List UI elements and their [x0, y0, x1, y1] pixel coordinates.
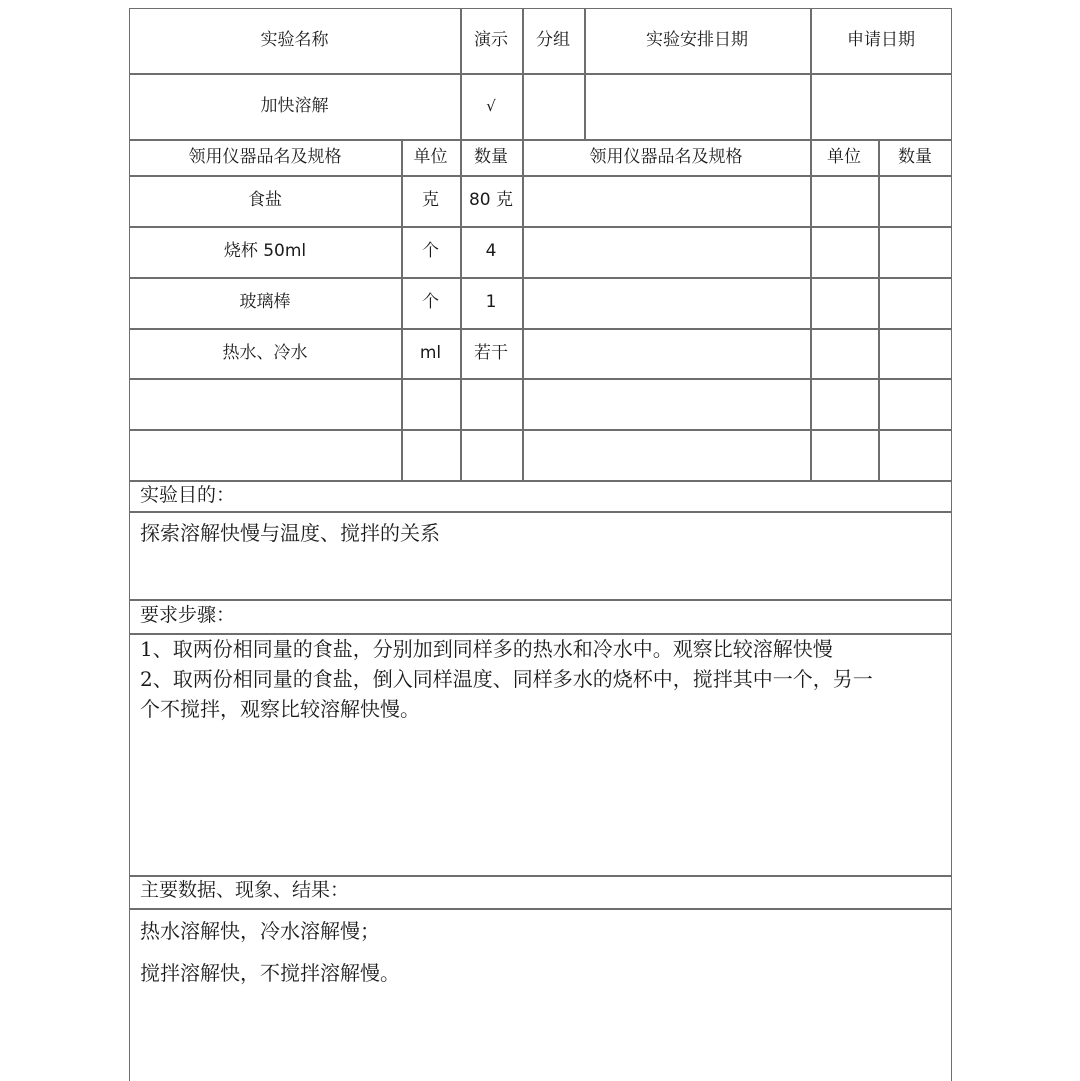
- step-line: 1、取两份相同量的食盐，分别加到同样多的热水和冷水中。观察比较溶解快慢: [140, 637, 833, 661]
- equipment-name: [129, 429, 401, 480]
- equipment-qty: 若干: [474, 342, 508, 363]
- equipment-name: 玻璃棒: [239, 292, 291, 312]
- equipment-qty: 80 克: [468, 190, 514, 210]
- purpose-label: 实验目的：: [140, 484, 236, 506]
- schedule-date-header: 实验安排日期: [646, 30, 748, 50]
- equipment-name: 食盐: [248, 190, 282, 210]
- step-line: 2、取两份相同量的食盐，倒入同样温度、同样多水的烧杯中，搅拌其中一个，另一: [140, 667, 873, 691]
- equipment-unit: 个: [422, 292, 439, 312]
- equipment-name-header-left: 领用仪器品名及规格: [188, 146, 342, 167]
- equipment-qty-header-left: 数量: [474, 146, 508, 167]
- experiment-name-value: 加快溶解: [260, 95, 329, 116]
- schedule-date-value: [584, 73, 810, 139]
- equipment-qty-header-right: 数量: [898, 146, 932, 167]
- col-divider: [522, 139, 524, 480]
- demo-header: 演示: [474, 30, 508, 50]
- equipment-unit: [401, 429, 460, 480]
- step-line: 个不搅拌，观察比较溶解快慢。: [140, 697, 420, 721]
- experiment-name-header: 实验名称: [260, 30, 329, 50]
- row-divider: [129, 599, 952, 601]
- group-value: [522, 73, 584, 139]
- steps-label: 要求步骤：: [140, 604, 236, 626]
- equipment-qty: [460, 378, 522, 429]
- row-divider: [129, 480, 952, 482]
- equipment-name: 热水、冷水: [222, 342, 308, 363]
- apply-date-value: [810, 73, 952, 139]
- row-divider: [129, 511, 952, 513]
- equipment-name: [129, 378, 401, 429]
- purpose-text: 探索溶解快慢与温度、搅拌的关系: [140, 521, 440, 545]
- equipment-unit-header-right: 单位: [827, 146, 861, 167]
- results-label: 主要数据、现象、结果：: [140, 879, 350, 901]
- equipment-qty: [460, 429, 522, 480]
- col-divider: [878, 139, 880, 480]
- equipment-unit: 克: [422, 190, 439, 210]
- equipment-unit: 个: [422, 241, 439, 261]
- apply-date-header: 申请日期: [847, 30, 915, 50]
- row-divider: [129, 908, 952, 910]
- result-line: 搅拌溶解快，不搅拌溶解慢。: [140, 961, 400, 985]
- equipment-unit-header-left: 单位: [413, 146, 448, 167]
- equipment-qty: 1: [485, 292, 497, 312]
- equipment-name-header-right: 领用仪器品名及规格: [589, 146, 743, 167]
- equipment-name: 烧杯 50ml: [223, 241, 307, 261]
- row-divider: [129, 875, 952, 877]
- demo-checkmark: √: [486, 96, 496, 115]
- col-divider: [810, 139, 812, 480]
- group-header: 分组: [536, 30, 570, 50]
- equipment-qty: 4: [485, 241, 497, 261]
- equipment-unit: ml: [419, 342, 442, 363]
- equipment-unit: [401, 378, 460, 429]
- result-line: 热水溶解快，冷水溶解慢；: [140, 919, 380, 943]
